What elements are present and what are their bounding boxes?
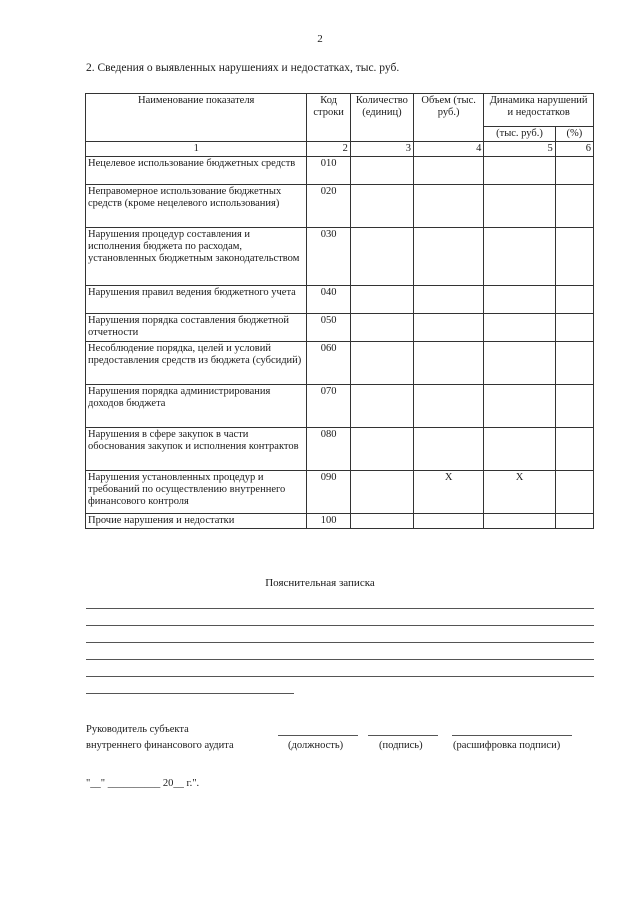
note-title: Пояснительная записка <box>265 577 375 589</box>
row-code: 070 <box>307 385 350 428</box>
row-dynamics-rub <box>484 514 555 529</box>
table-row <box>86 314 594 342</box>
row-dynamics-rub <box>484 228 555 286</box>
row-dynamics-rub <box>484 428 555 471</box>
row-quantity <box>350 471 413 514</box>
header-volume: Объем (тыс. руб.) <box>413 94 483 142</box>
row-name: Нарушения порядка составления бюджетной отчетности <box>86 314 307 342</box>
table-row <box>86 286 594 314</box>
row-volume <box>413 185 483 228</box>
row-dynamics-pct <box>555 314 593 342</box>
row-dynamics-rub <box>484 342 555 385</box>
row-volume: X <box>413 471 483 514</box>
row-dynamics-rub <box>484 385 555 428</box>
position-line <box>278 735 358 736</box>
date-line: "__" __________ 20__ г.". <box>86 778 200 789</box>
table-row <box>86 342 594 385</box>
row-dynamics-pct <box>555 471 593 514</box>
table-row <box>86 428 594 471</box>
row-quantity <box>350 157 413 185</box>
row-volume <box>413 385 483 428</box>
row-name: Неправомерное использование бюджетных средств (кроме нецелевого использования) <box>86 185 307 228</box>
table-row <box>86 185 594 228</box>
column-number: 6 <box>555 142 593 157</box>
sign-caption: (подпись) <box>379 740 423 751</box>
note-line <box>86 625 594 626</box>
row-volume <box>413 428 483 471</box>
violations-table <box>85 93 594 529</box>
row-name: Нарушения процедур составления и исполнения бюджета по расходам, установленных бюджетным законодательством <box>86 228 307 286</box>
header-quantity: Количество (единиц) <box>350 94 413 142</box>
row-code: 020 <box>307 185 350 228</box>
table-row <box>86 471 594 514</box>
row-volume <box>413 514 483 529</box>
row-code: 060 <box>307 342 350 385</box>
row-quantity <box>350 514 413 529</box>
table-row <box>86 514 594 529</box>
row-quantity <box>350 342 413 385</box>
row-dynamics-pct <box>555 228 593 286</box>
row-name: Несоблюдение порядка, целей и условий предоставления средств из бюджета (субсидий) <box>86 342 307 385</box>
row-volume <box>413 286 483 314</box>
table-row <box>86 228 594 286</box>
header-dynamics: Динамика нарушений и недостатков <box>484 94 594 127</box>
row-code: 010 <box>307 157 350 185</box>
header-code: Код строки <box>307 94 350 142</box>
page-number: 2 <box>317 33 323 45</box>
column-number: 4 <box>413 142 483 157</box>
row-name: Нецелевое использование бюджетных средств <box>86 157 307 185</box>
row-dynamics-pct <box>555 185 593 228</box>
row-dynamics-pct <box>555 157 593 185</box>
row-code: 100 <box>307 514 350 529</box>
decoding-caption: (расшифровка подписи) <box>453 740 561 751</box>
row-quantity <box>350 228 413 286</box>
row-name: Нарушения правил ведения бюджетного учета <box>86 286 307 314</box>
column-number: 2 <box>307 142 350 157</box>
row-volume <box>413 314 483 342</box>
row-quantity <box>350 185 413 228</box>
decoding-line <box>452 735 572 736</box>
table-row <box>86 385 594 428</box>
row-dynamics-pct <box>555 428 593 471</box>
row-dynamics-pct <box>555 342 593 385</box>
note-line <box>86 659 594 660</box>
row-dynamics-rub <box>484 157 555 185</box>
signature-role-line2: внутреннего финансового аудита <box>86 740 234 751</box>
row-name: Нарушения порядка администрирования доходов бюджета <box>86 385 307 428</box>
row-code: 090 <box>307 471 350 514</box>
row-dynamics-rub: X <box>484 471 555 514</box>
row-dynamics-rub <box>484 314 555 342</box>
row-dynamics-pct <box>555 286 593 314</box>
row-name: Нарушения в сфере закупок в части обоснования закупок и исполнения контрактов <box>86 428 307 471</box>
column-number: 5 <box>484 142 555 157</box>
row-dynamics-pct <box>555 385 593 428</box>
row-dynamics-rub <box>484 185 555 228</box>
note-line <box>86 608 594 609</box>
row-code: 040 <box>307 286 350 314</box>
row-dynamics-rub <box>484 286 555 314</box>
row-quantity <box>350 314 413 342</box>
row-code: 080 <box>307 428 350 471</box>
row-quantity <box>350 428 413 471</box>
header-dynamics-pct: (%) <box>555 127 593 142</box>
row-quantity <box>350 385 413 428</box>
row-name: Нарушения установленных процедур и требований по осуществлению внутреннего финансового контроля <box>86 471 307 514</box>
note-line <box>86 693 294 694</box>
row-code: 030 <box>307 228 350 286</box>
row-code: 050 <box>307 314 350 342</box>
signature-role-line1: Руководитель субъекта <box>86 724 189 735</box>
header-name: Наименование показателя <box>86 94 307 142</box>
row-volume <box>413 342 483 385</box>
note-line <box>86 676 594 677</box>
column-number: 1 <box>86 142 307 157</box>
header-dynamics-rub: (тыс. руб.) <box>484 127 555 142</box>
note-line <box>86 642 594 643</box>
row-quantity <box>350 286 413 314</box>
table-row <box>86 157 594 185</box>
sign-line <box>368 735 438 736</box>
row-dynamics-pct <box>555 514 593 529</box>
section-heading: 2. Сведения о выявленных нарушениях и недостатках, тыс. руб. <box>86 62 400 74</box>
position-caption: (должность) <box>288 740 344 751</box>
column-number-row <box>86 142 594 157</box>
column-number: 3 <box>350 142 413 157</box>
row-volume <box>413 157 483 185</box>
row-name: Прочие нарушения и недостатки <box>86 514 307 529</box>
row-volume <box>413 228 483 286</box>
